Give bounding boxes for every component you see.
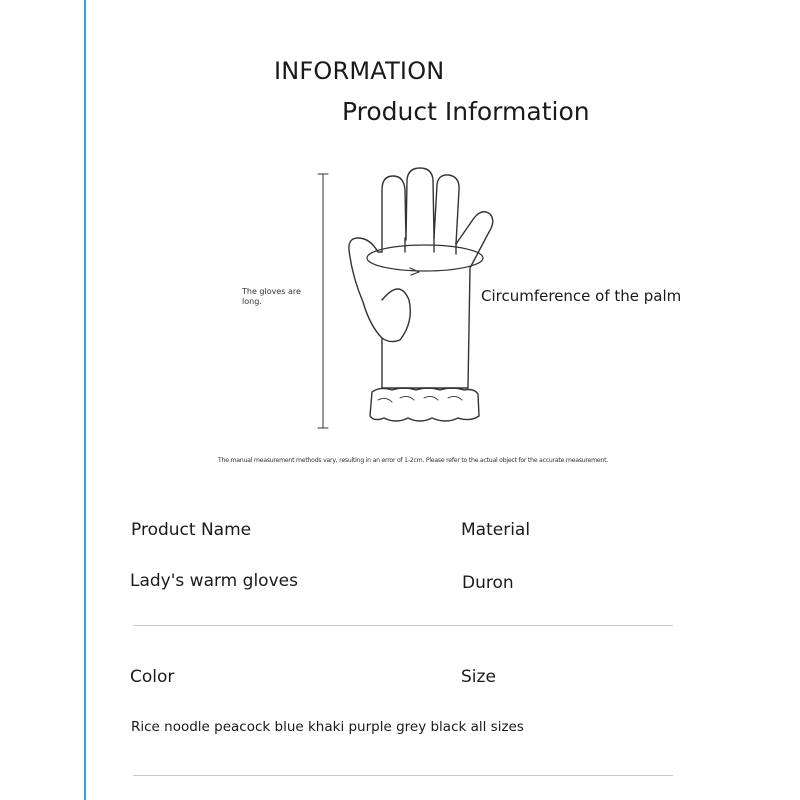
left-accent-rule [84, 0, 86, 800]
size-label: Size [461, 667, 496, 687]
cuff-texture [378, 396, 462, 402]
measurement-disclaimer: The manual measurement methods vary, resulting in an error of 1-2cm. Please refer to the actual object for the accurate measurement. [218, 457, 608, 464]
glove-diagram [300, 160, 510, 440]
glove-cuff [370, 388, 479, 421]
page-title: INFORMATION [274, 57, 445, 85]
length-note: The gloves are long. [242, 287, 301, 306]
material-value: Duron [462, 573, 514, 593]
product-name-value: Lady's warm gloves [130, 571, 298, 591]
palm-circumference-loop [367, 245, 483, 271]
page-subtitle: Product Information [342, 97, 590, 126]
color-size-value: Rice noodle peacock blue khaki purple grey black all sizes [131, 719, 524, 735]
color-label: Color [130, 667, 175, 687]
palm-arrow [410, 268, 419, 275]
material-label: Material [461, 520, 531, 540]
thumb-seam [382, 289, 410, 342]
section-divider-1 [133, 625, 673, 626]
product-name-label: Product Name [131, 520, 252, 540]
glove-outline [349, 168, 493, 388]
section-divider-2 [133, 775, 673, 776]
palm-circumference-label: Circumference of the palm [481, 287, 682, 305]
